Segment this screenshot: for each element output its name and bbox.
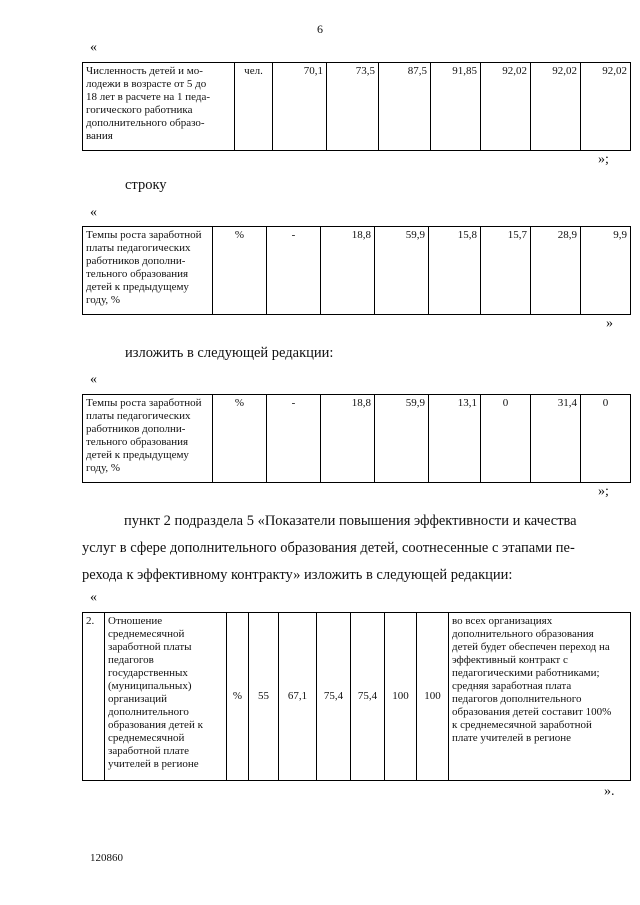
unit-cell: %	[227, 613, 249, 781]
label-line: году, %	[86, 294, 121, 306]
label-line: среднемесячной	[108, 732, 185, 744]
label-line: заработной платы	[108, 641, 192, 653]
value-cell: 67,1	[279, 613, 317, 781]
label-line: Темпы роста заработной	[86, 229, 202, 241]
label-line: организаций	[108, 693, 168, 705]
expected-result	[449, 613, 631, 781]
result-line: во всех организациях	[452, 615, 553, 627]
label-line: году, %	[86, 462, 121, 474]
value-cell: 9,9	[581, 227, 631, 315]
value-cell: -	[267, 227, 321, 315]
value-cell: 91,85	[431, 63, 481, 151]
result-line: детей будет обеспечен переход на	[452, 641, 610, 653]
unit-cell: %	[213, 227, 267, 315]
label-line: платы педагогических	[86, 242, 191, 254]
label-line: вания	[86, 130, 113, 142]
label-line: образования детей к	[108, 719, 203, 731]
indicator-table-salary-growth-new	[82, 394, 631, 483]
value-cell: 87,5	[379, 63, 431, 151]
value-cell: 73,5	[327, 63, 379, 151]
value-cell: 75,4	[317, 613, 351, 781]
close-quote-period: ».	[604, 784, 615, 799]
label-line: платы педагогических	[86, 410, 191, 422]
label-line: (муниципальных)	[108, 680, 192, 692]
value-cell: 18,8	[321, 227, 375, 315]
value-cell: 31,4	[531, 395, 581, 483]
label-line: гогического работника	[86, 104, 193, 116]
result-line: к среднемесячной заработной	[452, 719, 592, 731]
label-line: Численность детей и мо-	[86, 65, 203, 77]
result-line: образования детей составит 100%	[452, 706, 612, 718]
indicator-table-children-per-teacher	[82, 62, 631, 151]
value-cell: 18,8	[321, 395, 375, 483]
label-line: работников дополни-	[86, 255, 186, 267]
label-line: дополнительного	[108, 706, 189, 718]
paragraph-line: услуг в сфере дополнительного образования детей, соотнесенные с этапами пе-	[82, 540, 575, 556]
open-quote: «	[90, 590, 97, 605]
value-cell: 13,1	[429, 395, 481, 483]
value-cell: 59,9	[375, 227, 429, 315]
value-cell: 75,4	[351, 613, 385, 781]
amendment-paragraph	[82, 508, 630, 589]
page-number: 6	[317, 22, 323, 36]
value-cell: 70,1	[273, 63, 327, 151]
open-quote: «	[90, 40, 97, 55]
value-cell: 0	[481, 395, 531, 483]
value-cell: 92,02	[581, 63, 631, 151]
result-line: дополнительного образования	[452, 628, 594, 640]
close-quote: »	[606, 316, 613, 331]
label-line: государственных	[108, 667, 188, 679]
close-quote-semicolon: »;	[598, 152, 609, 167]
indicator-table-salary-ratio	[82, 612, 631, 781]
value-cell: 100	[417, 613, 449, 781]
value-cell: 55	[249, 613, 279, 781]
value-cell: 100	[385, 613, 417, 781]
row-number: 2.	[83, 613, 105, 781]
label-line: среднемесячной	[108, 628, 185, 640]
value-cell: 15,7	[481, 227, 531, 315]
result-line: эффективный контракт с	[452, 654, 568, 666]
open-quote: «	[90, 372, 97, 387]
indicator-table-salary-growth-old	[82, 226, 631, 315]
paragraph-line: рехода к эффективному контракту» изложить в следующей редакции:	[82, 567, 513, 583]
label-line: тельного образования	[86, 268, 189, 280]
label-line: детей к предыдущему	[86, 281, 189, 293]
label-line: учителей в регионе	[108, 758, 199, 770]
label-line: работников дополни-	[86, 423, 186, 435]
result-line: средняя заработная плата	[452, 680, 572, 692]
value-cell: 28,9	[531, 227, 581, 315]
result-line: педагогов дополнительного	[452, 693, 582, 705]
value-cell: 59,9	[375, 395, 429, 483]
label-line: заработной плате	[108, 745, 190, 757]
indicator-label	[83, 395, 213, 483]
close-quote-semicolon: »;	[598, 484, 609, 499]
value-cell: 0	[581, 395, 631, 483]
value-cell: -	[267, 395, 321, 483]
label-line: дополнительного образо-	[86, 117, 205, 129]
label-line: детей к предыдущему	[86, 449, 189, 461]
value-cell: 15,8	[429, 227, 481, 315]
value-cell: 92,02	[531, 63, 581, 151]
open-quote: «	[90, 205, 97, 220]
result-line: плате учителей в регионе	[452, 732, 572, 744]
label-line: Отношение	[108, 615, 163, 627]
label-line: 18 лет в расчете на 1 педа-	[86, 91, 211, 103]
unit-cell: %	[213, 395, 267, 483]
document-code: 120860	[90, 852, 123, 864]
label-line: педагогов	[108, 654, 154, 666]
value-cell: 92,02	[481, 63, 531, 151]
label-line: тельного образования	[86, 436, 189, 448]
instruction-text: строку	[125, 177, 167, 193]
label-line: Темпы роста заработной	[86, 397, 202, 409]
label-line: лодежи в возрасте от 5 до	[86, 78, 207, 90]
instruction-text: изложить в следующей редакции:	[125, 345, 334, 361]
unit-cell: чел.	[235, 63, 273, 151]
indicator-label	[83, 63, 235, 151]
indicator-label	[83, 227, 213, 315]
paragraph-line: пункт 2 подраздела 5 «Показатели повышения эффективности и качества	[124, 513, 577, 529]
indicator-label	[105, 613, 227, 781]
result-line: педагогическими работниками;	[452, 667, 600, 679]
